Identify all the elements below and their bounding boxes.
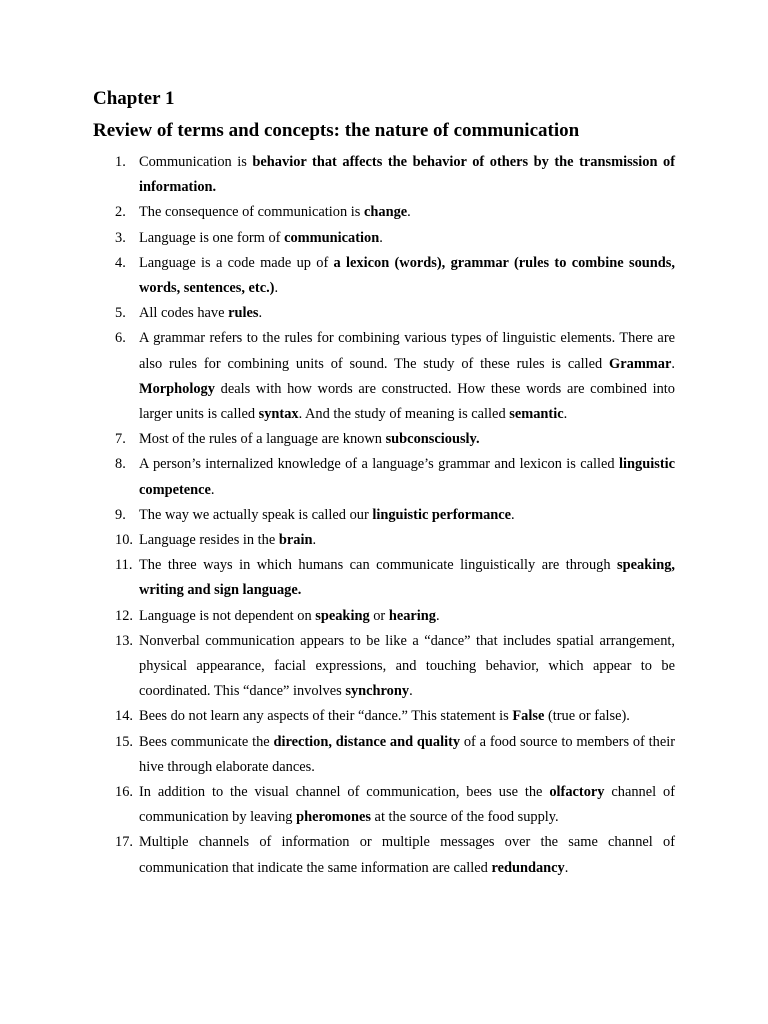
item-text	[139, 301, 675, 326]
list-item	[93, 503, 675, 528]
list-item	[93, 830, 675, 880]
item-number: 5.	[115, 305, 126, 322]
item-text-run: .	[564, 859, 569, 876]
list-item	[93, 604, 675, 629]
item-text	[139, 780, 675, 830]
item-text	[139, 200, 675, 225]
item-text-run: A person’s internalized knowledge of a language’s grammar and lexicon is called	[139, 456, 620, 473]
item-key-term: semantic	[509, 406, 564, 423]
item-key-term: subconsciously.	[385, 431, 480, 448]
item-text-run: Multiple channels of information or multiple messages over the same channel of communication that indicate the same information are called	[139, 834, 675, 876]
item-number: 13.	[115, 632, 133, 649]
item-key-term: communication	[284, 229, 380, 246]
item-number: 4.	[115, 254, 126, 271]
item-key-term: olfactory	[549, 784, 605, 801]
item-text-run: .	[436, 607, 440, 624]
item-text	[139, 528, 675, 553]
item-key-term: a lexicon (words), grammar (rules to combine sounds, words, sentences, etc.)	[139, 254, 675, 297]
item-number: 1.	[115, 154, 126, 170]
item-text-run: of a food source to members of their hive through elaborate dances.	[139, 733, 675, 775]
item-key-term: syntax	[258, 406, 299, 423]
item-number: 11.	[115, 557, 133, 574]
item-number: 3.	[115, 229, 126, 246]
item-text-run: Communication is	[139, 154, 253, 170]
item-key-term: synchrony	[345, 683, 410, 700]
list-item	[93, 704, 675, 729]
item-key-term: change	[363, 204, 408, 221]
item-text-run: The three ways in which humans can communicate linguistically are through	[139, 557, 618, 574]
item-text-run: .	[511, 506, 515, 523]
item-text	[139, 427, 675, 452]
item-text-run: The way we actually speak is called our	[139, 506, 373, 523]
item-text-run: Bees communicate the	[139, 733, 274, 750]
item-text	[139, 452, 675, 502]
item-text-run: .	[274, 280, 279, 297]
item-text-run: .	[312, 532, 317, 549]
item-key-term: brain	[278, 532, 313, 549]
item-text	[139, 704, 675, 729]
review-list	[93, 150, 675, 881]
item-key-term: False	[512, 708, 545, 725]
item-text-run: Language is a code made up of	[139, 254, 334, 271]
item-text-run: All codes have	[139, 305, 229, 322]
item-text-run: or	[369, 607, 389, 624]
item-text-run: channel of communication by leaving	[139, 784, 675, 826]
item-text	[139, 503, 675, 528]
item-key-term: Morphology	[139, 380, 215, 397]
item-text-run: Language is one form of	[139, 229, 285, 246]
item-text	[139, 629, 675, 705]
item-number: 8.	[115, 456, 126, 473]
item-text	[139, 730, 675, 780]
item-text	[139, 226, 675, 251]
item-text-run: The consequence of communication is	[139, 204, 364, 221]
item-text-run: A grammar refers to the rules for combining various types of linguistic elements. There are also rules for combining units of sound. The study of these rules is called	[139, 330, 675, 372]
item-number: 14.	[115, 708, 133, 725]
item-key-term: linguistic competence	[139, 456, 675, 498]
list-item	[93, 629, 675, 705]
item-number: 16.	[115, 784, 133, 801]
list-item	[93, 301, 675, 326]
item-number: 12.	[115, 607, 133, 624]
item-number: 6.	[115, 330, 126, 347]
item-text-run: Language is not dependent on	[139, 607, 316, 624]
item-text-run: .	[210, 481, 215, 498]
list-item	[93, 528, 675, 553]
item-text-run: at the source of the food supply.	[370, 809, 559, 826]
item-text	[139, 604, 675, 629]
list-item	[93, 780, 675, 830]
item-text-run: (true or false).	[544, 708, 630, 725]
item-text-run: .	[563, 406, 568, 423]
list-item	[93, 553, 675, 603]
item-text-run: Nonverbal communication appears to be like a “dance” that includes spatial arrangement, physical appearance, facial expressions, and touching behavior, which appear to be coordinated. This “dance” involves	[139, 632, 675, 700]
item-key-term: rules	[228, 305, 259, 322]
item-number: 17.	[115, 834, 133, 851]
item-key-term: behavior that affects the behavior of others by the transmission of information.	[139, 154, 675, 196]
item-text-run: .	[407, 204, 411, 221]
item-key-term: redundancy	[491, 859, 565, 876]
item-number: 15.	[115, 733, 133, 750]
item-key-term: Grammar	[609, 355, 672, 372]
list-item	[93, 730, 675, 780]
item-text-run: .	[409, 683, 413, 700]
item-text	[139, 150, 675, 200]
item-text	[139, 326, 675, 427]
item-text	[139, 251, 675, 301]
list-item	[93, 251, 675, 301]
item-key-term: pheromones	[296, 809, 371, 826]
item-text	[139, 830, 675, 880]
item-text-run: . And the study of meaning is called	[298, 406, 510, 423]
item-key-term: hearing	[388, 607, 436, 624]
item-text	[139, 553, 675, 603]
item-text-run: Language resides in the	[139, 532, 279, 549]
item-text-run: .	[379, 229, 383, 246]
item-key-term: direction, distance and quality	[273, 733, 461, 750]
list-item	[93, 200, 675, 225]
item-number: 7.	[115, 431, 126, 448]
item-text-run: deals with how words are constructed. How these words are combined into larger units is called	[139, 380, 675, 423]
item-text-run: .	[671, 355, 675, 372]
item-text-run: In addition to the visual channel of communication, bees use the	[139, 784, 550, 801]
item-text-run: Bees do not learn any aspects of their “dance.” This statement is	[139, 708, 513, 725]
item-text-run: Most of the rules of a language are known	[139, 431, 386, 448]
item-text-run: .	[258, 305, 263, 322]
item-key-term: linguistic performance	[372, 506, 512, 523]
section-title: Review of terms and concepts: the nature of communication	[93, 120, 580, 141]
list-item	[93, 226, 675, 251]
list-item	[93, 326, 675, 427]
list-item	[93, 452, 675, 502]
item-number: 2.	[115, 204, 126, 221]
item-key-term: speaking, writing and sign language.	[139, 557, 675, 599]
list-item	[93, 150, 675, 200]
item-key-term: speaking	[315, 607, 370, 624]
item-number: 10.	[115, 532, 133, 549]
chapter-heading: Chapter 1	[93, 88, 175, 109]
list-item	[93, 427, 675, 452]
item-number: 9.	[115, 506, 126, 523]
